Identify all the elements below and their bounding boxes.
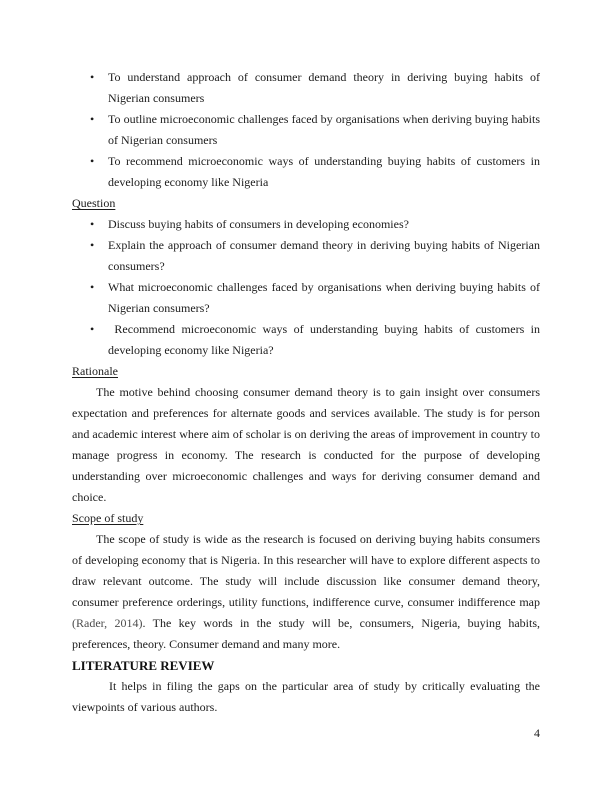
list-item xyxy=(72,67,540,109)
list-item xyxy=(72,151,540,193)
literature-review-heading: LITERATURE REVIEW xyxy=(72,658,215,673)
list-item-text: What microeconomic challenges faced by organisations when deriving buying habits of Nigerian consumers? xyxy=(108,280,540,315)
list-item xyxy=(72,214,540,235)
list-item xyxy=(72,319,540,361)
scope-paragraph xyxy=(72,529,540,655)
list-item-text: To outline microeconomic challenges faced by organisations when deriving buying habits of Nigerian consumers xyxy=(108,112,540,147)
rationale-heading: Rationale xyxy=(72,364,118,378)
list-item-text: To recommend microeconomic ways of understanding buying habits of customers in developing economy like Nigeria xyxy=(108,154,540,189)
literature-review-paragraph: It helps in filing the gaps on the particular area of study by critically evaluating the viewpoints of various authors. xyxy=(72,679,540,714)
list-item-text: Explain the approach of consumer demand theory in deriving buying habits of Nigerian consumers? xyxy=(108,238,540,273)
citation-text: (Rader, 2014) xyxy=(72,616,143,630)
scope-heading: Scope of study xyxy=(72,511,144,525)
list-item xyxy=(72,277,540,319)
scope-text-after-citation: . The key words in the study will be, consumers, Nigeria, buying habits, preferences, theory. Consumer demand and many more. xyxy=(72,616,540,651)
list-item-text: To understand approach of consumer demand theory in deriving buying habits of Nigerian consumers xyxy=(108,70,540,105)
bullet-icon: • xyxy=(90,112,95,126)
questions-list xyxy=(72,214,540,361)
bullet-icon: • xyxy=(90,322,95,336)
bullet-icon: • xyxy=(90,70,95,84)
bullet-icon: • xyxy=(90,280,95,294)
document-content xyxy=(72,67,540,718)
bullet-icon: • xyxy=(90,217,95,231)
list-item-text: Recommend microeconomic ways of understanding buying habits of customers in developing economy like Nigeria? xyxy=(108,322,540,357)
bullet-icon: • xyxy=(90,154,95,168)
list-item-text: Discuss buying habits of consumers in developing economies? xyxy=(108,217,409,231)
bullet-icon: • xyxy=(90,238,95,252)
list-item xyxy=(72,109,540,151)
rationale-paragraph: The motive behind choosing consumer demand theory is to gain insight over consumers expectation and preferences for alternate goods and services available. The study is for person and academic interest where aim of scholar is on deriving the areas of improvement in country to manage progress in economy. The research is conducted for the purpose of developing understanding over microeconomic challenges and ways for deriving consumer demand and choice. xyxy=(72,385,540,504)
question-heading: Question xyxy=(72,196,116,210)
list-item xyxy=(72,235,540,277)
scope-text-before-citation: The scope of study is wide as the research is focused on deriving buying habits consumers of developing economy that is Nigeria. In this researcher will have to explore different aspects to draw relevant outcome. The study will include discussion like consumer demand theory, consumer preference orderings, utility functions, indifference curve, consumer indifference map xyxy=(72,532,540,609)
objectives-list xyxy=(72,67,540,193)
page-number: 4 xyxy=(534,726,540,740)
